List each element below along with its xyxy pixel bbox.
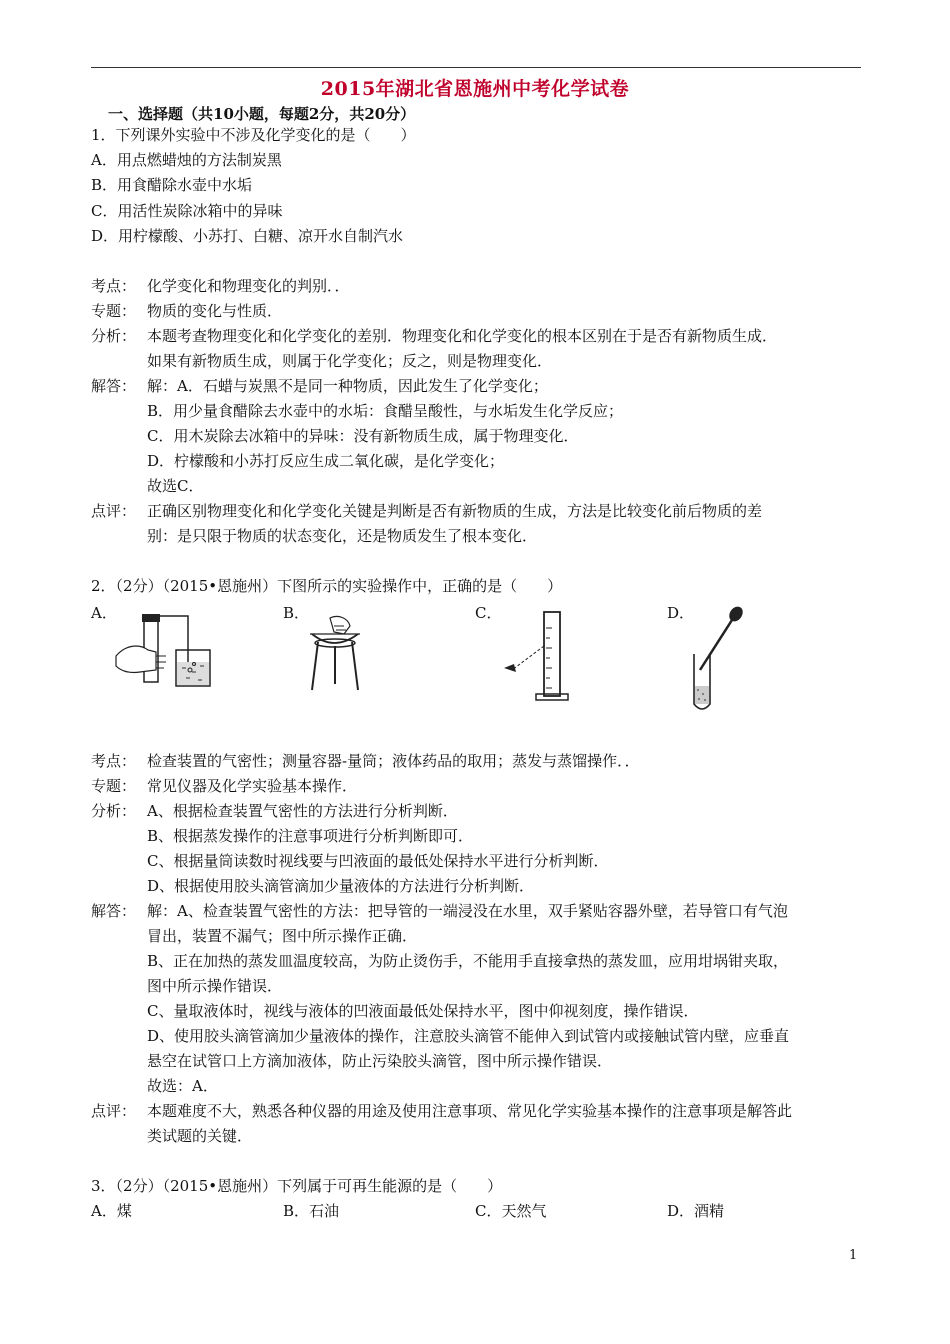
label-jieda: 解答： xyxy=(91,902,137,920)
q1-jieda-line-1: 解：A．石蜡与炭黑不是同一种物质，因此发生了化学变化； xyxy=(147,377,548,395)
label-zhuanti: 专题： xyxy=(91,777,137,795)
label-dianping: 点评： xyxy=(91,1102,137,1120)
q2-jieda-line-8: 故选：A． xyxy=(147,1077,218,1095)
q1-jieda-line-5: 故选C． xyxy=(147,477,204,495)
header-rule xyxy=(91,67,861,68)
q2-fenxi-line-2: B、根据蒸发操作的注意事项进行分析判断即可． xyxy=(147,827,474,845)
q1-kaodian xyxy=(91,276,350,296)
q2-option-c-label: C． xyxy=(475,604,502,622)
q1-dianping-line-2: 别：是只限于物质的状态变化，还是物质发生了根本变化． xyxy=(147,527,538,545)
q1-dianping-line-1: 正确区别物理变化和化学变化关键是判断是否有新物质的生成，方法是比较变化前后物质的差 xyxy=(147,502,763,520)
label-kaodian: 考点： xyxy=(91,277,137,295)
q2-jieda-line-1: 解：A、检查装置气密性的方法：把导管的一端浸没在水里，双手紧贴容器外壁，若导管口有气泡 xyxy=(147,902,788,920)
q2-jieda xyxy=(91,901,788,921)
q1-jieda xyxy=(91,376,548,396)
q1-zhuanti-text: 物质的变化与性质． xyxy=(147,302,283,320)
q1-fenxi-line-1: 本题考查物理变化和化学变化的差别．物理变化和化学变化的根本区别在于是否有新物质生成． xyxy=(147,327,778,345)
label-zhuanti: 专题： xyxy=(91,302,137,320)
q2-dianping-line-1: 本题难度不大，熟悉各种仪器的用途及使用注意事项、常见化学实验基本操作的注意事项是解答此 xyxy=(147,1102,793,1120)
label-kaodian: 考点： xyxy=(91,752,137,770)
q3-option-d: D．酒精 xyxy=(667,1202,725,1220)
q2-option-b-label: B． xyxy=(283,604,310,622)
label-fenxi: 分析： xyxy=(91,327,137,345)
page-title: 2015年湖北省恩施州中考化学试卷 xyxy=(320,78,630,100)
q1-option-b: B．用食醋除水壶中水垢 xyxy=(91,176,253,194)
q3-option-c: C．天然气 xyxy=(475,1202,547,1220)
label-fenxi: 分析： xyxy=(91,802,137,820)
q2-dianping-line-2: 类试题的关键． xyxy=(147,1127,253,1145)
q1-option-d: D．用柠檬酸、小苏打、白糖、凉开水自制汽水 xyxy=(91,227,404,245)
figure-graduated-cylinder xyxy=(500,608,580,704)
q2-jieda-line-3: B、正在加热的蒸发皿温度较高，为防止烫伤手，不能用手直接拿热的蒸发皿，应用坩埚钳夹取， xyxy=(147,952,789,970)
q1-zhuanti xyxy=(91,301,282,321)
figure-dropper-test-tube xyxy=(690,604,754,716)
q2-jieda-line-2: 冒出，装置不漏气；图中所示操作正确． xyxy=(147,927,418,945)
q2-jieda-line-6: D、使用胶头滴管滴加少量液体的操作，注意胶头滴管不能伸入到试管内或接触试管内壁，应垂直 xyxy=(147,1027,790,1045)
q2-fenxi xyxy=(91,801,458,821)
q1-stem: 1．下列课外实验中不涉及化学变化的是（ ） xyxy=(91,126,416,144)
label-jieda: 解答： xyxy=(91,377,137,395)
q1-jieda-line-2: B．用少量食醋除去水壶中的水垢：食醋呈酸性，与水垢发生化学反应； xyxy=(147,402,624,420)
q1-fenxi xyxy=(91,326,777,346)
q2-dianping xyxy=(91,1101,792,1121)
q2-jieda-line-4: 图中所示操作错误． xyxy=(147,977,283,995)
q2-stem: 2．（2分）（2015•恩施州）下图所示的实验操作中，正确的是（ ） xyxy=(91,577,563,595)
q2-fenxi-line-4: D、根据使用胶头滴管滴加少量液体的方法进行分析判断． xyxy=(147,877,535,895)
q1-jieda-line-4: D．柠檬酸和小苏打反应生成二氧化碳，是化学变化； xyxy=(147,452,505,470)
q2-fenxi-line-3: C、根据量筒读数时视线要与凹液面的最低处保持水平进行分析判断． xyxy=(147,852,609,870)
page-number: 1 xyxy=(849,1248,858,1263)
q2-kaodian xyxy=(91,751,640,771)
q1-jieda-line-3: C．用木炭除去冰箱中的异味：没有新物质生成，属于物理变化． xyxy=(147,427,579,445)
q2-kaodian-text: 检查装置的气密性；测量容器-量筒；液体药品的取用；蒸发与蒸馏操作．． xyxy=(147,752,640,770)
q2-option-d-label: D． xyxy=(667,604,695,622)
section-heading: 一、选择题（共10小题，每题2分，共20分） xyxy=(108,105,416,123)
figure-evaporating-dish xyxy=(304,612,368,694)
figure-airtightness-check xyxy=(112,612,222,692)
q2-jieda-line-5: C、量取液体时，视线与液体的凹液面最低处保持水平，图中仰视刻度，操作错误． xyxy=(147,1002,699,1020)
q2-zhuanti-text: 常见仪器及化学实验基本操作． xyxy=(147,777,358,795)
q1-option-c: C．用活性炭除冰箱中的异味 xyxy=(91,202,283,220)
q2-jieda-line-7: 悬空在试管口上方滴加液体，防止污染胶头滴管，图中所示操作错误． xyxy=(147,1052,613,1070)
q3-stem: 3．（2分）（2015•恩施州）下列属于可再生能源的是（ ） xyxy=(91,1177,503,1195)
q3-option-a: A．煤 xyxy=(91,1202,132,1220)
q1-option-a: A．用点燃蜡烛的方法制炭黑 xyxy=(91,151,282,169)
label-dianping: 点评： xyxy=(91,502,137,520)
q2-option-a-label: A． xyxy=(91,604,117,622)
q1-fenxi-line-2: 如果有新物质生成，则属于化学变化；反之，则是物理变化． xyxy=(147,352,553,370)
q1-kaodian-text: 化学变化和物理变化的判别．． xyxy=(147,277,350,295)
q3-option-b: B．石油 xyxy=(283,1202,340,1220)
q2-fenxi-line-1: A、根据检查装置气密性的方法进行分析判断． xyxy=(147,802,458,820)
q2-zhuanti xyxy=(91,776,357,796)
q1-dianping xyxy=(91,501,762,521)
